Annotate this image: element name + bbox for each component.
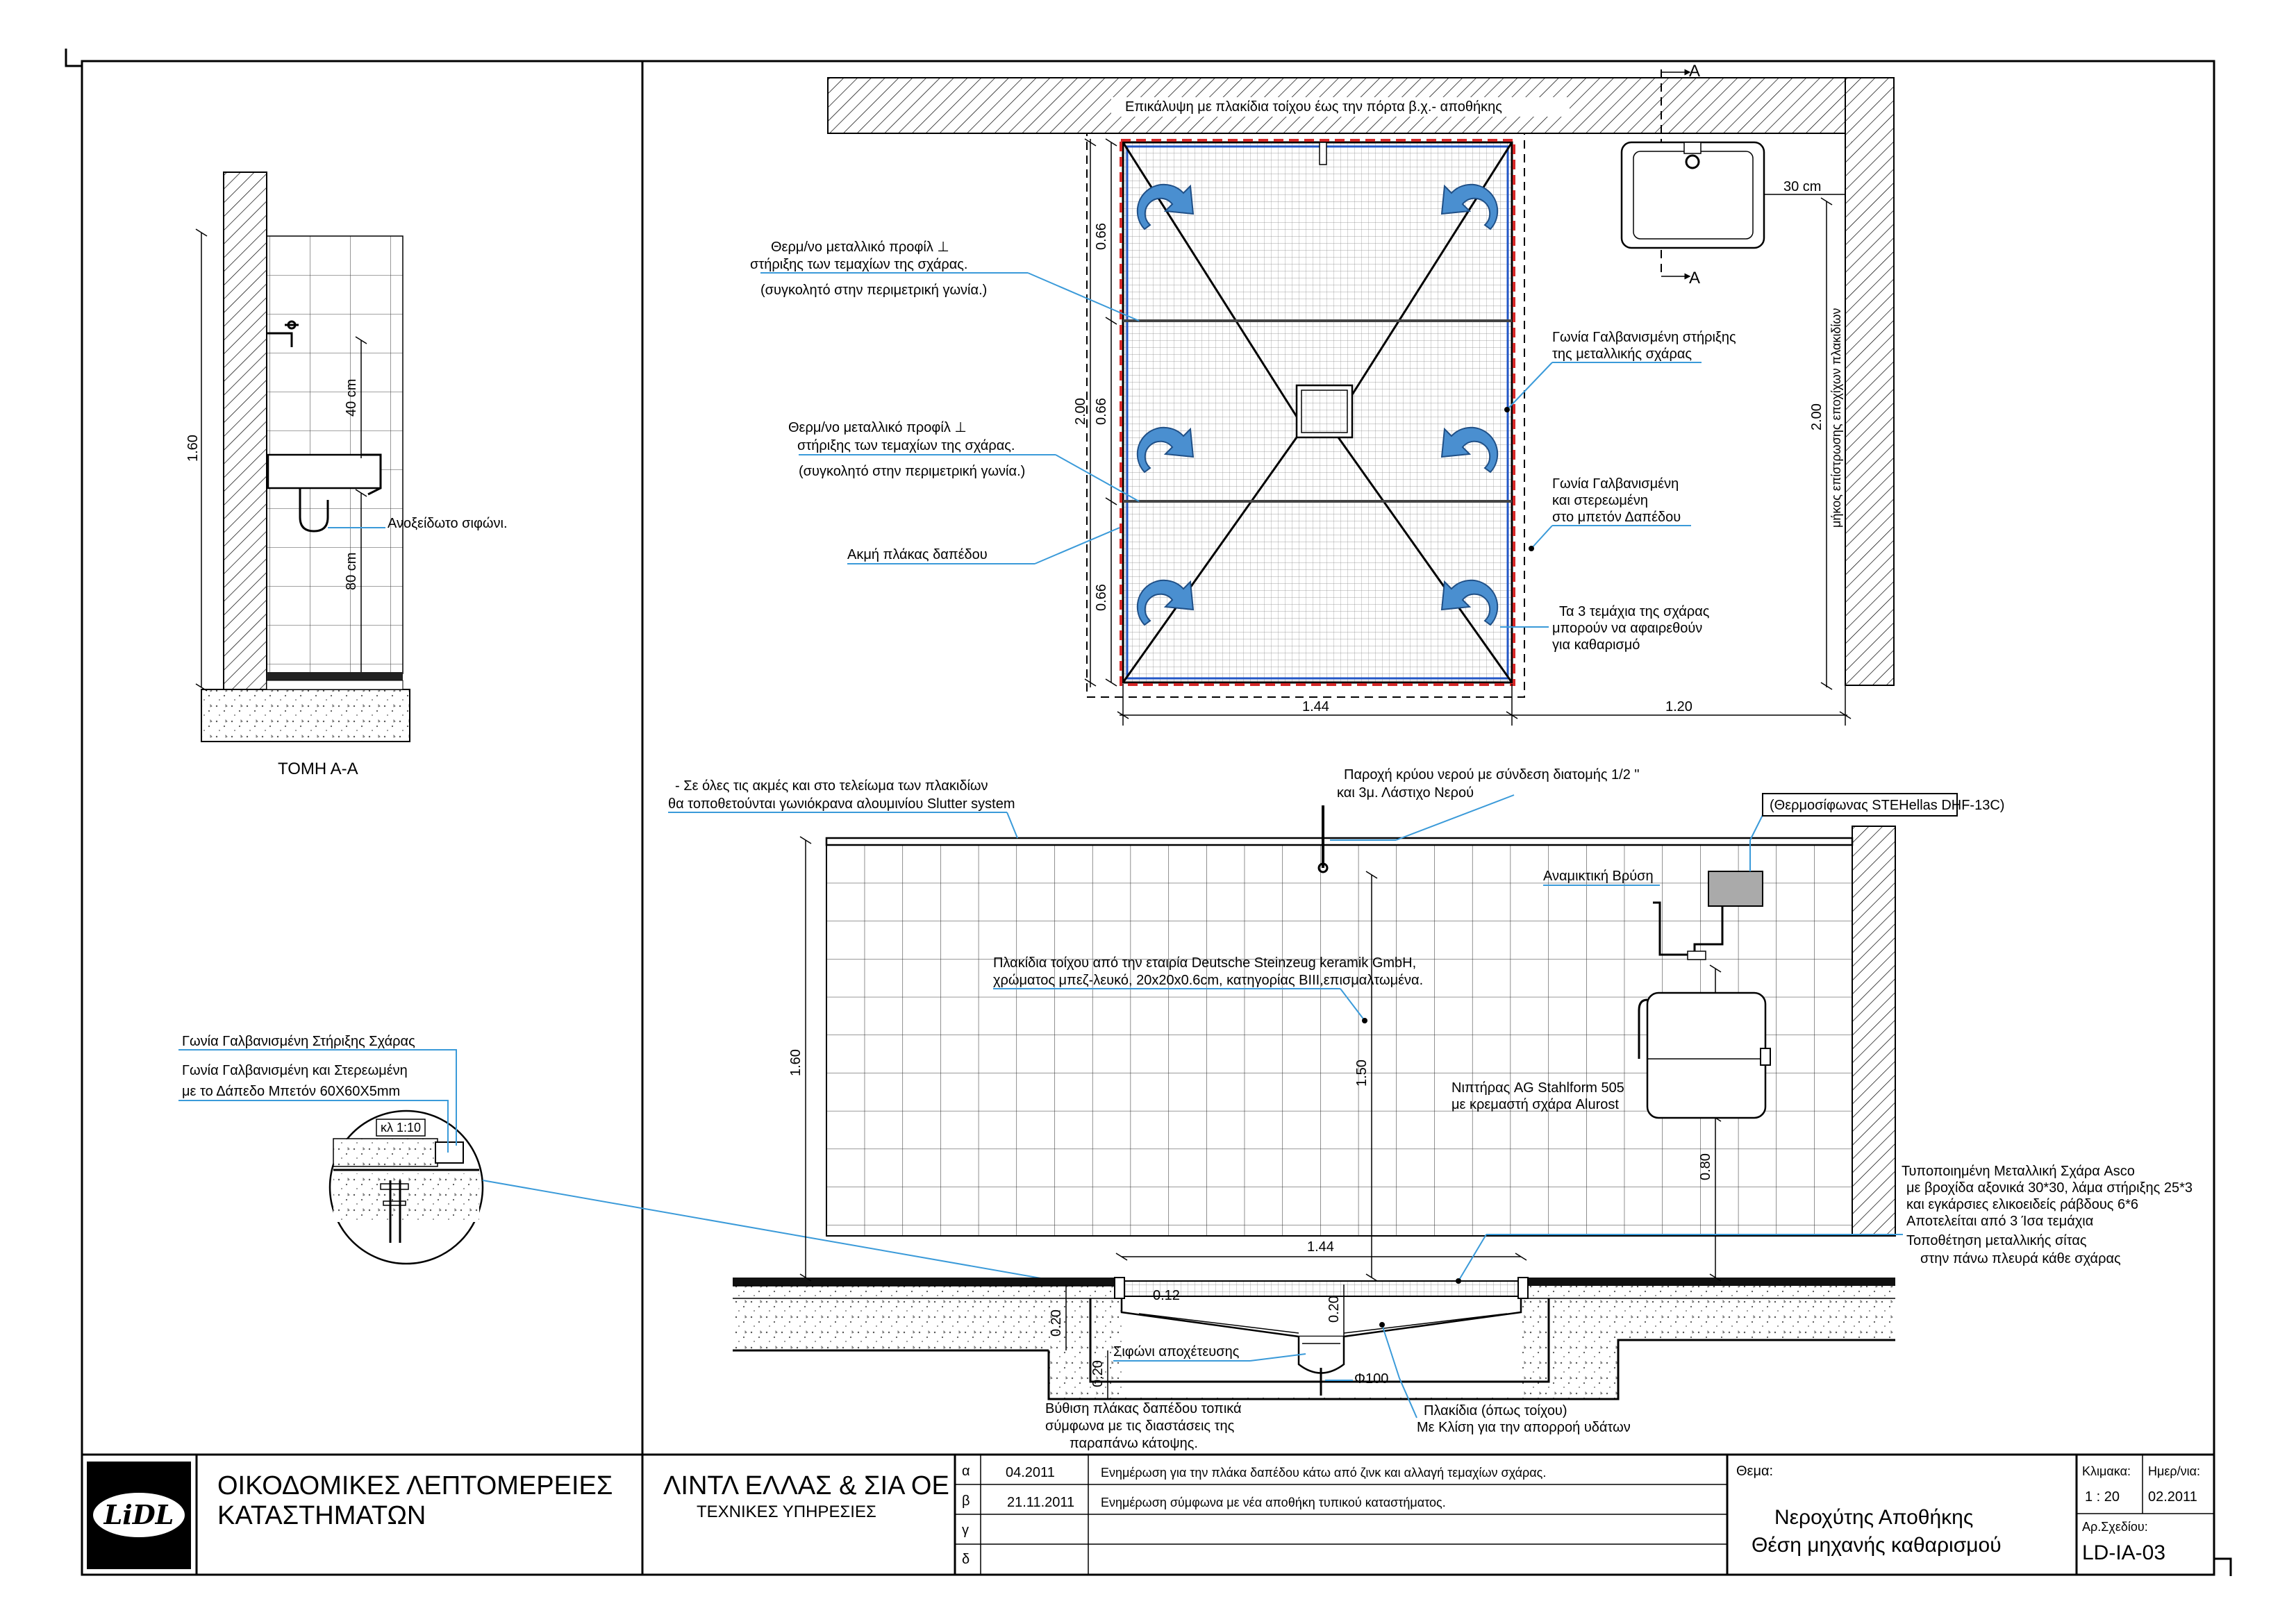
theme-line-2: Θέση μηχανής καθαρισμού xyxy=(1752,1534,2002,1557)
label-grate-4: Αποτελείται από 3 Ίσα τεμάχια xyxy=(1906,1214,2094,1229)
label-floor-tiles-1: Πλακίδια (όπως τοίχου) xyxy=(1424,1403,1567,1418)
label-detail-fixed-1: Γωνία Γαλβανισμένη και Στερεωμένη xyxy=(182,1063,408,1078)
label-sunken-3: παραπάνω κάτοψης. xyxy=(1070,1436,1198,1451)
label-water-2: και 3μ. Λάστιχο Νερού xyxy=(1337,785,1474,801)
dim-plan-0-66-a: 0.66 xyxy=(1094,223,1109,250)
date-label: Ημερ/νια: xyxy=(2148,1464,2201,1478)
dim-plan-2-00: 2.00 xyxy=(1073,398,1088,425)
label-mixer: Αναμικτική Βρύση xyxy=(1543,869,1654,884)
label-galv-fixed-1: Γωνία Γαλβανισμένη xyxy=(1552,476,1679,492)
section-marker-top: A xyxy=(1689,62,1701,81)
section-title: ΤΟΜΗ Α-Α xyxy=(278,760,358,778)
detail-scale: κλ 1:10 xyxy=(381,1121,422,1135)
rev-code-c: γ xyxy=(962,1523,969,1538)
theme-label: Θεμα: xyxy=(1736,1464,1774,1479)
scale-value: 1 : 20 xyxy=(2085,1489,2120,1505)
dim-plan-1-44: 1.44 xyxy=(1302,699,1329,714)
dim-section-1-60: 1.60 xyxy=(185,435,201,462)
corner-mark-top-left xyxy=(66,49,82,66)
rev-code-a: α xyxy=(962,1464,970,1479)
dim-plan-0-66-b: 0.66 xyxy=(1094,398,1109,425)
project-line-1: ΟΙΚΟΔΟΜΙΚΕΣ ΛΕΠΤΟΜΕΡΕΙΕΣ xyxy=(217,1471,613,1500)
label-sink-2: με κρεμαστή σχάρα Alurost xyxy=(1451,1097,1619,1112)
label-slutter-1: - Σε όλες τις ακμές και στο τελείωμα των πλακιδίων xyxy=(675,778,988,794)
label-siphon: Σιφώνι αποχέτευσης xyxy=(1113,1344,1240,1359)
label-sink-1: Νιπτήρας AG Stahlform 505 xyxy=(1451,1080,1624,1096)
label-galv-corner-1: Γωνία Γαλβανισμένη στήριξης xyxy=(1552,330,1736,345)
scale-label: Κλιμακα: xyxy=(2082,1464,2131,1478)
dim-elev-1-60: 1.60 xyxy=(788,1049,804,1076)
label-galv-fixed-2: και στερεωμένη xyxy=(1552,493,1648,508)
logo-text: LiDL xyxy=(103,1499,174,1530)
dim-elev-0-12: 0.12 xyxy=(1153,1288,1180,1303)
label-water-1: Παροχή κρύου νερού με σύνδεση διατομής 1/2 " xyxy=(1344,767,1640,782)
plan-view xyxy=(750,62,1894,726)
label-detail-corner: Γωνία Γαλβανισμένη Στήριξης Σχάρας xyxy=(182,1034,415,1049)
label-heater: (Θερμοσίφωνας STEHellas DHF-13C) xyxy=(1770,798,2005,813)
rev-text-b: Ενημέρωση σύμφωνα με νέα αποθήκη τυπικού καταστήματος. xyxy=(1101,1496,1446,1509)
label-detail-fixed-2: με το Δάπεδο Μπετόν 60Χ60Χ5mm xyxy=(182,1084,401,1099)
rev-date-a: 04.2011 xyxy=(1006,1465,1055,1480)
label-grate-3: και εγκάρσιες ελικοειδείς ράβδους 6*6 xyxy=(1906,1197,2138,1212)
label-removable-3: για καθαρισμό xyxy=(1552,637,1640,653)
dim-section-80cm: 80 cm xyxy=(344,552,359,590)
label-profile-2-line3: (συγκολητό στην περιμετρική γωνία.) xyxy=(799,464,1026,479)
label-rail-1: Τοποθέτηση μεταλλικής σίτας xyxy=(1906,1233,2087,1248)
rev-code-b: β xyxy=(962,1493,970,1509)
dim-elev-0-80: 0.80 xyxy=(1698,1153,1713,1180)
dim-30cm: 30 cm xyxy=(1783,179,1822,194)
project-line-2: ΚΑΤΑΣΤΗΜΑΤΩΝ xyxy=(217,1501,426,1530)
label-open-siphon: Ανοξείδωτο σιφώνι. xyxy=(388,516,508,531)
label-profile-2-line1: Θερμ/νο μεταλλικό προφίλ ⊥ xyxy=(788,420,967,435)
dim-elev-0-20-a: 0.20 xyxy=(1049,1309,1064,1337)
label-profile-1-line1: Θερμ/νο μεταλλικό προφίλ ⊥ xyxy=(771,240,949,255)
label-galv-corner-2: της μεταλλικής σχάρας xyxy=(1552,346,1692,362)
label-tile-length: μήκος επίστρωσης εποχίχων πλακιδίων xyxy=(1829,308,1843,528)
dim-plan-right-2-00: 2.00 xyxy=(1809,403,1824,430)
label-floor-tiles-2: Με Κλίση για την απορροή υδάτων xyxy=(1417,1420,1631,1435)
date-value: 02.2011 xyxy=(2148,1489,2197,1505)
label-rail-2: στην πάνω πλευρά κάθε σχάρας xyxy=(1920,1251,2121,1266)
rev-text-a: Ενημέρωση για την πλάκα δαπέδου κάτω από ζινκ και αλλαγή τεμαχίων σχάρας. xyxy=(1101,1466,1547,1480)
label-profile-2-line2: στήριξης των τεμαχίων της σχάρας. xyxy=(797,438,1015,453)
dim-elev-0-20-c: 0.20 xyxy=(1326,1296,1342,1323)
label-removable-1: Τα 3 τεμάχια της σχάρας xyxy=(1559,604,1710,619)
title-block xyxy=(82,1455,2214,1575)
label-top-wall: Επικάλυψη με πλακίδια τοίχου έως την πόρτα β.χ.- αποθήκης xyxy=(1125,99,1502,115)
label-floor-edge: Ακμή πλάκας δαπέδου xyxy=(847,547,988,562)
dim-plan-0-66-c: 0.66 xyxy=(1094,584,1109,611)
label-grate-1: Τυποποιημένη Μεταλλική Σχάρα Asco xyxy=(1902,1164,2135,1179)
label-profile-1-line2: στήριξης των τεμαχίων της σχάρας. xyxy=(750,257,968,272)
label-profile-1-line3: (συγκολητό στην περιμετρική γωνία.) xyxy=(760,283,988,298)
label-phi100: Φ100 xyxy=(1354,1371,1389,1387)
label-galv-fixed-3: στο μπετόν Δαπέδου xyxy=(1552,510,1681,525)
rev-date-b: 21.11.2011 xyxy=(1007,1495,1075,1510)
rev-code-d: δ xyxy=(962,1552,970,1567)
drawing-label: Αρ.Σχεδίου: xyxy=(2082,1520,2148,1534)
label-removable-2: μπορούν να αφαιρεθούν xyxy=(1552,621,1703,636)
label-tiles-2: χρώματος μπεζ-λευκό, 20x20x0.6cm, κατηγορίας BIII,επισμαλτωμένα. xyxy=(993,973,1424,988)
theme-line-1: Νεροχύτης Αποθήκης xyxy=(1774,1506,1974,1529)
drawing-number: LD-IA-03 xyxy=(2082,1541,2166,1564)
company-line-1: ΛΙΝΤΛ ΕΛΛΑΣ & ΣΙΑ ΟΕ xyxy=(663,1471,949,1500)
label-sunken-2: σύμφωνα με τις διαστάσεις της xyxy=(1045,1418,1235,1434)
dim-elev-1-44: 1.44 xyxy=(1307,1239,1334,1255)
elevation-view xyxy=(668,767,2193,1451)
dim-plan-1-20: 1.20 xyxy=(1665,699,1692,714)
dim-section-40cm: 40 cm xyxy=(344,378,359,417)
corner-mark-bottom-right xyxy=(2214,1559,2231,1576)
company-line-2: ΤΕΧΝΙΚΕΣ ΥΠΗΡΕΣΙΕΣ xyxy=(697,1502,876,1521)
revision-table xyxy=(962,1464,1546,1567)
label-tiles-1: Πλακίδια τοίχου από την εταιρία Deutsche Steinzeug keramik GmbH, xyxy=(993,955,1417,971)
section-marker-bottom: A xyxy=(1689,269,1701,287)
section-a-a xyxy=(185,172,508,778)
dim-elev-1-50: 1.50 xyxy=(1354,1060,1370,1087)
dim-elev-0-20-b: 0.20 xyxy=(1090,1360,1106,1387)
label-sunken-1: Βύθιση πλάκας δαπέδου τοπικά xyxy=(1045,1401,1242,1416)
label-slutter-2: θα τοποθετούνται γωνιόκρανα αλουμινίου Slutter system xyxy=(668,796,1015,812)
label-grate-2: με βροχίδα αξονικά 30*30, λάμα στήριξης 25*3 xyxy=(1906,1180,2193,1196)
